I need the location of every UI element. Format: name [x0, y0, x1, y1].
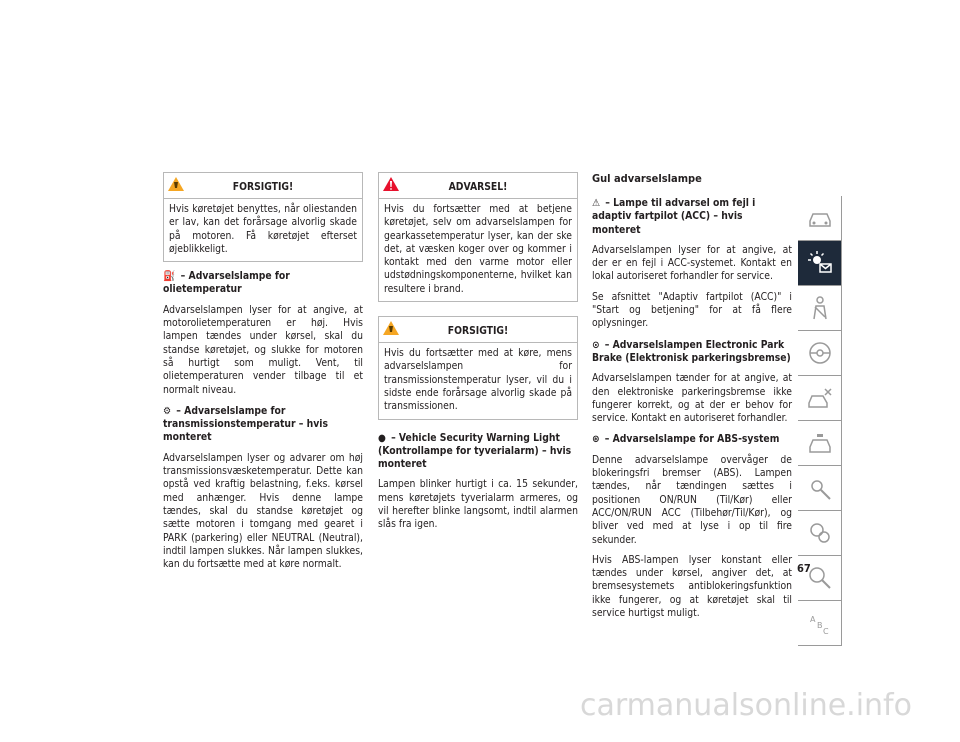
abs-icon: ⊛	[592, 434, 600, 446]
gear-wrench-icon	[805, 473, 835, 503]
transmission-temperature-icon: ⚙	[163, 405, 172, 417]
caution-box-oil	[163, 172, 363, 262]
watermark: carmanualsonline.info	[580, 688, 912, 723]
acc-heading: ⚠ – Lampe til advarsel om fejl i adaptiv fartpilot (ACC) – hvis monteret	[592, 197, 756, 236]
abs-text-1: Denne advarselslampe overvåger de blokeringsfri bremser (ABS). Lampen tændes, når tændingen sættes i positionen ON/RUN (Til/Kør) eller ACC/ON/RUN ACC (Tilbehør/Til/Kør), og bliver ved med at lyse i op til fire sekunder.	[592, 453, 792, 546]
tab-introduction[interactable]	[798, 196, 842, 241]
seatbelt-icon	[805, 293, 835, 323]
tab-multimedia[interactable]	[798, 511, 842, 556]
steering-wheel-icon	[805, 338, 835, 368]
security-text: Lampen blinker hurtigt i ca. 15 sekunder, mens køretøjets tyverialarm armeres, og vil herefter blinke langsomt, indtil alarmen slås fra igen.	[378, 478, 578, 531]
column-2	[378, 172, 578, 539]
multimedia-icon	[805, 518, 835, 548]
caution-text: Hvis du fortsætter med at køre, mens advarselslampen for transmissionstemperatur lyser, vil du i sidste ende forårsage alvorlig skade på transmissionen.	[384, 347, 572, 413]
column-1	[163, 172, 363, 578]
tab-service[interactable]	[798, 421, 842, 466]
caution-title: FORSIGTIG!	[447, 325, 509, 338]
page-number: 67	[797, 562, 811, 575]
warning-box	[378, 172, 578, 302]
car-front-icon	[805, 203, 835, 233]
warning-lights-icon	[805, 248, 835, 278]
car-crash-icon	[805, 383, 835, 413]
svg-text:B: B	[816, 621, 822, 630]
svg-text:C: C	[822, 627, 829, 636]
oil-temp-text: Advarselslampen lyser for at angive, at motorolietemperaturen er høj. Hvis lampen tændes under kørsel, skal du standse køretøjet, og slukke for motoren så hurtigt som muligt. Vent, til olietemperaturen vender tilbage til et normalt niveau.	[163, 303, 363, 396]
acc-text-1: Advarselslampen lyser for at angive, at der er en fejl i ACC-systemet. Kontakt en lokal autoriseret forhandler for service.	[592, 243, 792, 283]
abs-text-2: Hvis ABS-lampen lyser konstant eller tændes under kørsel, angiver det, at bremsesystemets antiblokeringsfunktion ikke fungerer, og at køretøjet skal til service hurtigst muligt.	[592, 553, 792, 620]
warning-title: ADVARSEL!	[448, 181, 508, 193]
security-light-icon: ●	[378, 432, 386, 444]
epb-text: Advarselslampen tænder for at angive, at den elektroniske parkeringsbremse ikke fungerer korrekt, og at der er behov for service. Kontakt en autoriseret forhandler.	[592, 372, 792, 425]
section-title: Gul advarselslampe	[592, 172, 702, 185]
caution-title: FORSIGTIG!	[232, 181, 294, 193]
acc-text-2: Se afsnittet "Adaptiv fartpilot (ACC)" i "Start og betjening" for at få flere oplysninger.	[592, 290, 792, 330]
epb-heading: ⊙ – Advarselslampen Electronic Park Brake (Elektronisk parkeringsbremse)	[592, 338, 791, 364]
oil-temperature-icon: ⛽	[163, 271, 176, 283]
caution-text: Hvis køretøjet benyttes, når oliestanden er lav, kan det forårsage alvorlig skade på motoren. Få køretøjet efterset øjeblikkeligt.	[169, 203, 357, 255]
index-icon	[805, 608, 835, 638]
trans-temp-text: Advarselslampen lyser og advarer om høj transmissionsvæsketemperatur. Dette kan opstå ved kraftig belastning, f.eks. kørsel med anhænger. Hvis denne lampe tændes, skal du standse køretøjet og sætte motoren i tomgang med gearet i PARK (parkering) eller NEUTRAL (Neutral), indtil lampen slukkes. Når lampen slukkes, kan du fortsætte med at køre normalt.	[163, 451, 363, 571]
column-3	[592, 172, 792, 627]
svg-text:A: A	[809, 615, 815, 624]
abs-heading: ⊛ – Advarselslampe for ABS-system	[592, 433, 780, 446]
car-service-icon	[805, 428, 835, 458]
warning-text: Hvis du fortsætter med at betjene køretøjet, selv om advarselslampen for gearkassetemperatur lyser, kan der ske det, at væsken koger over og kommer i kontakt med den varme motor eller udstødningskomponenterne, hvilket kan resultere i brand.	[384, 203, 572, 295]
tab-instrument-panel[interactable]	[798, 241, 842, 286]
tab-emergency[interactable]	[798, 376, 842, 421]
trans-temp-heading: ⚙ – Advarselslampe for transmissionstemperatur – hvis monteret	[163, 404, 328, 444]
chapter-tabs	[798, 196, 842, 646]
caution-box-transmission	[378, 316, 578, 419]
parking-brake-icon: ⊙	[592, 339, 600, 351]
tab-index[interactable]	[798, 601, 842, 646]
tab-starting-operating[interactable]	[798, 331, 842, 376]
tab-safety[interactable]	[798, 286, 842, 331]
security-heading: ● – Vehicle Security Warning Light (Kontrollampe for tyverialarm) – hvis monteret	[378, 431, 572, 471]
tab-specifications[interactable]	[798, 466, 842, 511]
oil-temp-heading: ⛽ – Advarselslampe for olietemperatur	[163, 270, 290, 296]
acc-fault-icon: ⚠	[592, 198, 601, 209]
